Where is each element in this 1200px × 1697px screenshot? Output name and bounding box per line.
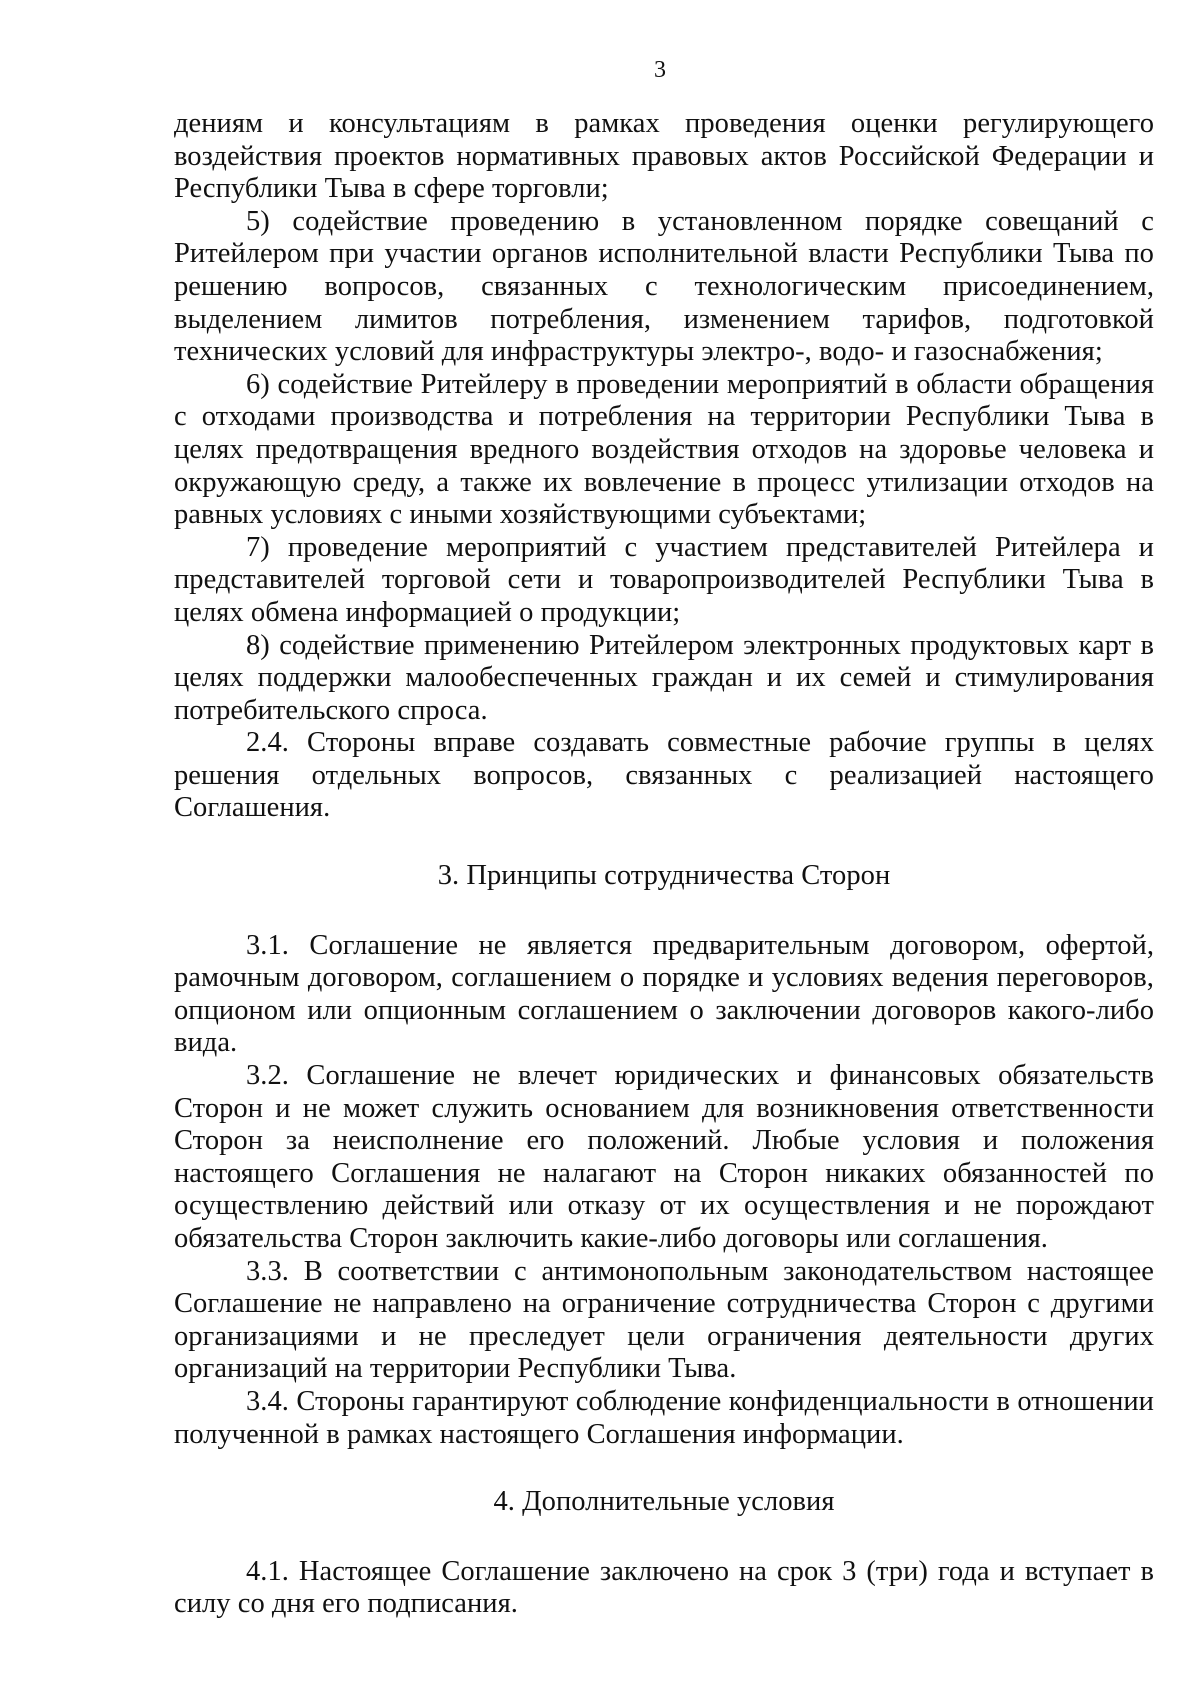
list-item-8: 8) содействие применению Ритейлером электронных продуктовых карт в целях поддержки малообеспеченных граждан и их семей и стимулирования потребительского спроса. — [174, 629, 1154, 726]
clause-3-3: 3.3. В соответствии с антимонопольным законодательством настоящее Соглашение не направлено на ограничение сотрудничества Сторон с другими организациями и не преследует цели ограничения деятельности других организаций на территории Республики Тыва. — [174, 1255, 1154, 1385]
clause-3-2: 3.2. Соглашение не влечет юридических и финансовых обязательств Сторон и не может служить основанием для возникновения ответственности Сторон за неисполнение его положений. Любые условия и положения настоящего Соглашения не налагают на Сторон никаких обязанностей по осуществлению действий или отказу от их осуществления и не порождают обязательства Сторон заключить какие-либо договоры или соглашения. — [174, 1060, 1154, 1254]
paragraph-continuation: дениям и консультациям в рамках проведения оценки регулирующего воздействия проектов нормативных правовых актов Российской Федерации и Республики Тыва в сфере торговли; — [174, 108, 1154, 205]
clause-3-4: 3.4. Стороны гарантируют соблюдение конфиденциальности в отношении полученной в рамках настоящего Соглашения информации. — [174, 1385, 1154, 1450]
clause-4-1: 4.1. Настоящее Соглашение заключено на срок 3 (три) года и вступает в силу со дня его подписания. — [174, 1555, 1154, 1620]
list-item-6: 6) содействие Ритейлеру в проведении мероприятий в области обращения с отходами производства и потребления на территории Республики Тыва в целях предотвращения вредного воздействия отходов на здоровье человека и окружающую среду, а также их вовлечение в процесс утилизации отходов на равных условиях с иными хозяйствующими субъектами; — [174, 368, 1154, 531]
page-number: 3 — [654, 57, 666, 83]
list-item-7: 7) проведение мероприятий с участием представителей Ритейлера и представителей торговой сети и товаропроизводителей Республики Тыва в целях обмена информацией о продукции; — [174, 531, 1154, 628]
document-body — [174, 108, 1154, 1621]
clause-2-4: 2.4. Стороны вправе создавать совместные рабочие группы в целях решения отдельных вопросов, связанных с реализацией настоящего Соглашения. — [174, 727, 1154, 824]
clause-3-1: 3.1. Соглашение не является предварительным договором, офертой, рамочным договором, соглашением о порядке и условиях ведения переговоров, опционом или опционным соглашением о заключении договоров какого-либо вида. — [174, 929, 1154, 1059]
section-4-heading: 4. Дополнительные условия — [493, 1486, 835, 1518]
list-item-5: 5) содействие проведению в установленном порядке совещаний с Ритейлером при участии органов исполнительной власти Республики Тыва по решению вопросов, связанных с технологическим присоединением, выделением лимитов потребления, изменением тарифов, подготовкой технических условий для инфраструктуры электро-, водо- и газоснабжения; — [174, 205, 1154, 368]
section-3-heading: 3. Принципы сотрудничества Сторон — [437, 860, 891, 892]
